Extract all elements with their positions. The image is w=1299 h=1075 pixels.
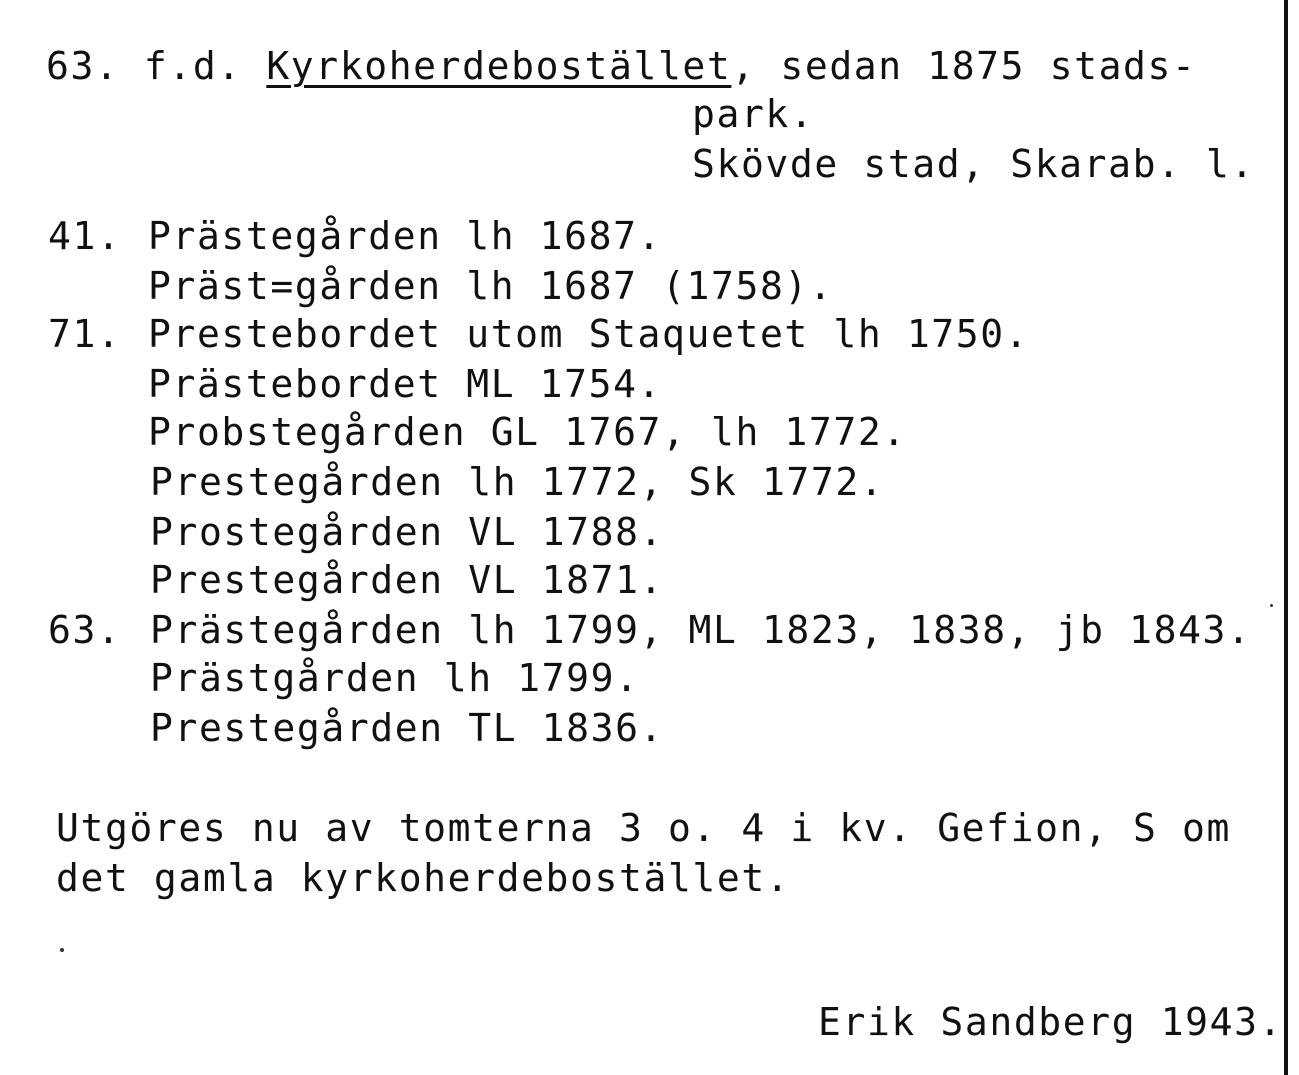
entry-number: 41. <box>48 214 122 258</box>
entry-number: 63. <box>48 608 122 652</box>
entry-number: 71. <box>48 312 122 356</box>
entry-text: Prästegården lh 1799, ML 1823, 1838, jb 1843. <box>150 608 1252 652</box>
entry-text: Prestebordet utom Staquetet lh 1750. <box>148 312 1030 356</box>
note-line-2: det gamla kyrkoherdebostället. <box>56 856 791 900</box>
ink-speck <box>60 948 64 952</box>
note-line-1: Utgöres nu av tomterna 3 o. 4 i kv. Gefion, S om <box>56 806 1231 850</box>
header-prefix: f.d. <box>143 44 267 88</box>
entry-text: Prästebordet ML 1754. <box>148 362 663 406</box>
entry-text: Prestegården VL 1871. <box>150 558 665 602</box>
signature: Erik Sandberg 1943. <box>818 1000 1284 1044</box>
entry-text: Prästegården lh 1687. <box>148 214 663 258</box>
header-continuation: park. <box>692 92 815 136</box>
header-name: Kyrkoherdebostället <box>266 44 732 88</box>
header-number: 63. <box>46 44 120 88</box>
ink-speck <box>1270 604 1273 607</box>
entry-text: Prostegården VL 1788. <box>150 510 665 554</box>
entry-text: Prästgården lh 1799. <box>150 656 640 700</box>
card-edge <box>1284 0 1288 1075</box>
entry-text: Prestegården TL 1836. <box>150 706 665 750</box>
header-location: Skövde stad, Skarab. l. <box>692 142 1255 186</box>
entry-text: Präst=gården lh 1687 (1758). <box>148 264 834 308</box>
entry-text: Probstegården GL 1767, lh 1772. <box>148 410 907 454</box>
header-suffix: , sedan 1875 stads- <box>731 44 1197 88</box>
entry-text: Prestegården lh 1772, Sk 1772. <box>150 460 885 504</box>
header-line <box>46 44 1197 88</box>
